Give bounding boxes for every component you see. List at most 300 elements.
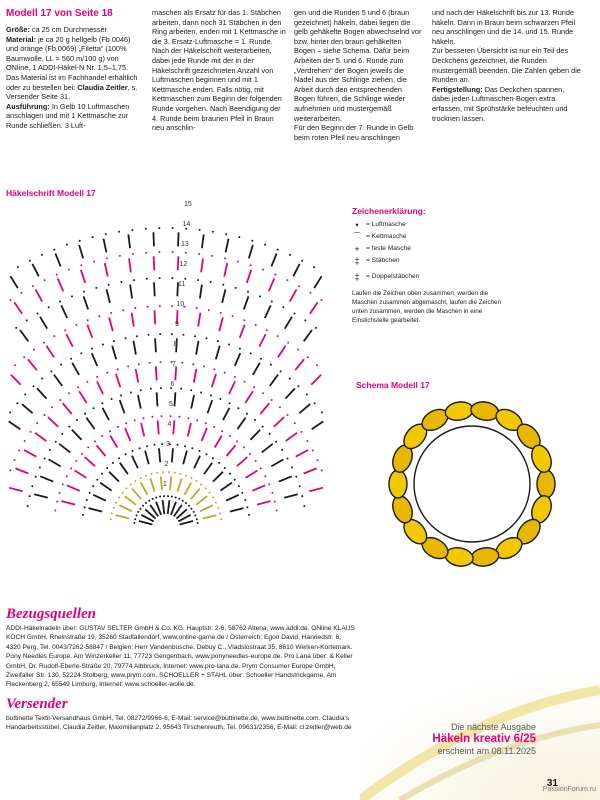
chain-dot: [174, 472, 176, 474]
stitch-mark: [245, 391, 253, 403]
chain-dot: [184, 278, 186, 280]
chain-dot: [269, 433, 271, 435]
chain-dot: [87, 319, 89, 321]
chain-dot: [68, 269, 70, 271]
chain-dot: [172, 251, 174, 253]
stitch-mark: [40, 317, 47, 329]
chain-dot: [111, 398, 113, 400]
stitch-mark: [183, 451, 187, 465]
stitch-mark: [285, 388, 295, 398]
chain-dot: [44, 458, 46, 460]
chain-dot: [171, 333, 173, 335]
stitch-mark: [198, 313, 200, 327]
chain-dot: [172, 227, 174, 229]
stitch-mark: [219, 318, 223, 332]
chain-dot: [158, 227, 160, 229]
chain-dot: [280, 370, 282, 372]
chain-dot: [220, 518, 222, 520]
chain-dot: [136, 335, 138, 337]
chain-dot: [155, 497, 157, 499]
chain-dot: [190, 477, 192, 479]
chain-dot: [94, 440, 96, 442]
chain-icon: •: [355, 220, 359, 230]
chain-dot: [140, 508, 142, 510]
chain-dot: [111, 513, 113, 515]
supplier-paragraph: [6, 73, 144, 102]
chain-dot: [70, 467, 72, 469]
stitch-mark: [129, 259, 131, 273]
chain-dot: [21, 292, 23, 294]
chain-dot: [24, 440, 26, 442]
stitch-mark: [286, 433, 297, 441]
chain-dot: [262, 269, 264, 271]
chain-dot: [95, 287, 97, 289]
chain-dot: [171, 277, 173, 279]
chain-dot: [98, 315, 100, 317]
stitch-mark: [262, 444, 273, 453]
stitch-mark: [274, 417, 284, 427]
chain-dot: [36, 422, 38, 424]
chain-dot: [96, 479, 98, 481]
stitch-mark: [265, 305, 271, 318]
chain-dot: [199, 450, 201, 452]
chain-dot: [194, 515, 196, 517]
stitch-mark: [37, 388, 47, 398]
stitch-mark: [49, 459, 61, 466]
stitch-mark: [58, 279, 64, 292]
stitch-mark: [130, 285, 132, 299]
chain-dot: [149, 362, 151, 364]
stitch-mark: [120, 463, 128, 474]
stitch-mark: [150, 478, 154, 491]
material-label: Material:: [6, 34, 37, 44]
round-label: 10: [176, 301, 185, 308]
chain-dot: [154, 444, 156, 446]
chain-dot: [224, 257, 226, 259]
chain-dot: [75, 324, 77, 326]
chain-dot: [60, 364, 62, 366]
chain-dot: [133, 522, 135, 524]
chain-dot: [80, 352, 82, 354]
stitch-mark: [310, 302, 318, 314]
stitch-mark: [61, 305, 67, 318]
chain-dot: [210, 394, 212, 396]
chain-dot: [181, 362, 183, 364]
supplier-ref: , s. Versender Seite 31.: [6, 82, 138, 102]
finishing-text: Das Deckchen spannen, dabei jeden Luftmaschen-Bogen extra erfassen, mit Sprühstärke befeuchten und trocknen lassen.: [432, 84, 568, 123]
chain-dot: [122, 492, 124, 494]
text-column-2: [152, 8, 286, 133]
chain-dot: [210, 281, 212, 283]
schema-loop: [469, 546, 500, 569]
stitch-mark: [109, 318, 113, 332]
chain-dot: [115, 502, 117, 504]
round-label: 15: [184, 201, 192, 208]
stitch-mark: [134, 341, 136, 355]
stitch-mark: [109, 472, 119, 482]
chain-dot: [135, 480, 137, 482]
chain-dot: [307, 356, 309, 358]
stitch-mark: [311, 375, 321, 385]
chain-dot: [282, 306, 284, 308]
round-label: 8: [173, 341, 178, 348]
chain-dot: [140, 477, 142, 479]
chain-dot: [53, 335, 55, 337]
chain-dot: [180, 473, 182, 475]
chain-dot: [196, 518, 198, 520]
chain-dot: [277, 249, 279, 251]
finishing-label: Fertigstellung:: [432, 84, 483, 94]
chain-dot: [145, 252, 147, 254]
chain-dot: [160, 361, 162, 363]
chain-dot: [206, 337, 208, 339]
chain-dot: [152, 498, 154, 500]
col3-text-1: gen und die Runden 5 und 6 (braun gezeichnet) häkeln, dabei liegen die gelb gehäkelte Bogen abwechselnd vor bzw. hinter den braun gehäkelten Bogen – siehe Schema. Dafür beim Arbeiten der 5. und 6. Runde zum „Verdrehen“ der Bogen jeweils die Nadel aus der Schlinge ziehen, die Arbeit durch den entsprechenden Bogen führen, die Schlinge wieder aufnehmen und mustergemäß weiterarbeiten.: [294, 8, 422, 123]
chain-dot: [101, 435, 103, 437]
stitch-mark: [141, 423, 144, 437]
chain-dot: [89, 492, 91, 494]
stitch-mark: [35, 433, 46, 441]
chain-dot: [29, 495, 31, 497]
stitch-mark: [97, 445, 106, 456]
stitch-mark: [92, 353, 98, 366]
chain-dot: [312, 450, 314, 452]
chain-dot: [68, 392, 70, 394]
chain-dot: [102, 344, 104, 346]
stitch-mark: [158, 420, 159, 434]
chain-dot: [229, 402, 231, 404]
stitch-mark: [110, 436, 117, 448]
stitch-mark: [249, 245, 253, 258]
chain-dot: [14, 364, 16, 366]
chain-dot: [289, 254, 291, 256]
chain-dot: [218, 462, 220, 464]
chain-dot: [87, 446, 89, 448]
stitch-mark: [154, 256, 155, 270]
chain-dot: [229, 473, 231, 475]
chain-dot: [274, 274, 276, 276]
chain-dot: [125, 453, 127, 455]
stitch-mark: [220, 483, 232, 491]
chain-dot: [134, 419, 136, 421]
chain-dot: [198, 253, 200, 255]
stitch-mark: [290, 289, 297, 301]
chain-dot: [142, 505, 144, 507]
legend-note: Laufen die Zeichen oben zusammen, werden die Maschen zusammen abgemascht, laufen die Zeichen unten zusammen, werden die Maschen in eine Einstichstelle gearbeitet.: [352, 290, 502, 324]
chain-dot: [183, 334, 185, 336]
chain-dot: [101, 402, 103, 404]
legend-label-tr: = Doppelstäbchen: [366, 273, 420, 280]
chain-dot: [219, 398, 221, 400]
chain-dot: [125, 422, 127, 424]
stitch-mark: [180, 521, 194, 525]
next-issue-magazine: Häkeln kreativ 6/25: [432, 733, 536, 745]
chain-dot: [215, 502, 217, 504]
legend-label-chain: = Luftmasche: [366, 221, 406, 228]
chain-dot: [255, 324, 257, 326]
chain-dot: [188, 505, 190, 507]
stitch-mark: [11, 375, 21, 385]
stitch-mark: [161, 476, 162, 490]
size-label: Größe:: [6, 25, 30, 34]
chain-dot: [179, 416, 181, 418]
stitch-mark: [202, 234, 204, 248]
chain-dot: [222, 284, 224, 286]
chain-dot: [35, 476, 37, 478]
chain-dot: [224, 372, 226, 374]
chain-dot: [160, 387, 162, 389]
text-column-3: [294, 8, 424, 142]
stitch-mark: [226, 239, 229, 253]
stitch-mark: [67, 485, 80, 491]
stitch-mark: [222, 289, 225, 303]
chain-dot: [213, 426, 215, 428]
stitch-mark: [85, 457, 96, 466]
legend-item-chain: [352, 219, 502, 231]
chain-dot: [317, 459, 319, 461]
chain-dot: [171, 496, 173, 498]
stitch-mark: [120, 400, 125, 413]
chain-dot: [275, 441, 277, 443]
stitch-mark: [284, 494, 298, 498]
chain-dot: [199, 229, 201, 231]
chain-dot: [193, 511, 195, 513]
round-label: 9: [175, 321, 179, 328]
chain-dot: [17, 266, 19, 268]
chain-dot: [162, 471, 164, 473]
col3-text-2: Für den Beginn der 7. Runde in Gelb beim roten Pfeil neu anschlingen: [294, 123, 414, 142]
chain-dot: [134, 307, 136, 309]
stitch-mark: [257, 501, 271, 505]
schema-loop: [537, 470, 555, 498]
chain-dot: [250, 352, 252, 354]
legend-item-tr: [352, 271, 502, 283]
stitch-mark: [203, 515, 217, 518]
stitch-mark: [81, 270, 85, 283]
chain-dot: [246, 506, 248, 508]
chain-dot: [43, 342, 45, 344]
chain-dot: [264, 475, 266, 477]
chain-dot: [59, 301, 61, 303]
stitch-mark: [116, 515, 130, 518]
chain-dot: [61, 433, 63, 435]
pattern-title: Modell 17 von Seite 18: [6, 8, 113, 19]
stitch-mark: [204, 463, 212, 474]
chain-dot: [270, 364, 272, 366]
chain-dot: [298, 285, 300, 287]
chain-dot: [146, 445, 148, 447]
chain-dot: [260, 467, 262, 469]
chain-dot: [239, 348, 241, 350]
chain-dot: [83, 291, 85, 293]
chain-dot: [51, 406, 53, 408]
stitch-mark: [153, 232, 154, 246]
stitch-mark: [163, 500, 165, 514]
next-issue: [432, 722, 536, 756]
round-label: 12: [179, 261, 188, 268]
shippers-text: buttinette Textil-Versandhaus GmbH, Tel. 08272/9966-6, E-Mail: service@buttinette.de, www.buttinette.com. Claudia's Handarbeitsstübel, Claudia Zeitler, Maximilianplatz 2, 95643 Tirschenreuth, Tel. 09631/2356, E-Mail: cl.zeitler@web.de: [6, 714, 352, 732]
chain-dot: [248, 514, 250, 516]
chain-dot: [170, 415, 172, 417]
chain-dot: [127, 365, 129, 367]
round-label: 6: [170, 381, 175, 388]
stitch-mark: [171, 502, 176, 515]
chain-dot: [291, 467, 293, 469]
stitch-mark: [224, 263, 227, 277]
chain-dot: [26, 319, 28, 321]
round-label: 4: [167, 421, 172, 428]
chain-dot: [228, 344, 230, 346]
stitch-mark: [9, 421, 21, 429]
chain-dot: [271, 301, 273, 303]
chain-dot: [279, 406, 281, 408]
stitch-mark: [312, 421, 324, 429]
chain-dot: [295, 476, 297, 478]
schema-loop: [444, 400, 475, 423]
chain-dot: [213, 368, 215, 370]
round-label: 7: [172, 361, 176, 368]
stitch-mark: [178, 256, 179, 270]
stitch-mark: [202, 428, 207, 441]
schema-title: Schema Modell 17: [356, 380, 430, 390]
chain-dot: [91, 348, 93, 350]
chain-dot: [247, 291, 249, 293]
chain-dot: [146, 278, 148, 280]
chain-dot: [229, 435, 231, 437]
chain-dot: [200, 484, 202, 486]
stitch-mark: [194, 456, 200, 469]
chain-dot: [9, 469, 11, 471]
chain-dot: [321, 299, 323, 301]
chain-dot: [96, 376, 98, 378]
stitch-mark: [269, 279, 275, 292]
chain-dot: [262, 426, 264, 428]
chain-dot: [13, 459, 15, 461]
chain-dot: [18, 450, 20, 452]
supplier-note: Das Material ist im Fachhandel erhältlich oder zu bestellen bei:: [6, 72, 138, 92]
round-label: 1: [163, 481, 167, 488]
chain-dot: [271, 492, 273, 494]
chain-dot: [53, 249, 55, 251]
chain-dot: [238, 485, 240, 487]
chain-dot: [105, 233, 107, 235]
chain-dot: [197, 279, 199, 281]
chain-dot: [177, 444, 179, 446]
chain-dot: [191, 447, 193, 449]
material-paragraph: [6, 35, 144, 73]
stitch-mark: [194, 369, 197, 383]
stitch-mark: [304, 468, 317, 473]
chain-dot: [294, 422, 296, 424]
execution-text: In Gelb 10 Luftmaschen anschlagen und mit 1 Kettmasche zur Runde schließen. 3 Luft-: [6, 101, 130, 130]
col2-text: maschen als Ersatz für das 1. Stäbchen arbeiten, dann noch 31 Stäbchen in den Ring arbeiten, enden mit 1 Kettmasche in die 3. Ersatz-Luftmasche = 1. Runde. Nach der Häkelschrift weiterarbeiten, dabei jede Runde mit der in der Häkelschrift gezeichneten Anzahl von Luftmaschen beginnen und mit 1 Kettmasche enden. Falls nötig, mit Kettmaschen zum Beginn der folgenden Runde vorgehen. Nach Beendigung der 4. Runde beim braunen Pfeil in Braun neu anschlin-: [152, 8, 286, 133]
chain-dot: [289, 378, 291, 380]
round-label: 14: [182, 221, 191, 228]
stitch-mark: [15, 468, 28, 473]
chain-dot: [212, 497, 214, 499]
chain-dot: [249, 453, 251, 455]
stitch-mark: [125, 496, 136, 505]
chain-dot: [167, 495, 169, 497]
chain-dot: [212, 231, 214, 233]
stitch-mark: [112, 346, 116, 359]
chain-dot: [220, 312, 222, 314]
chain-dot: [109, 430, 111, 432]
shippers-title: Versender: [6, 695, 68, 712]
stitch-mark: [104, 239, 107, 253]
stitch-mark: [155, 310, 156, 324]
chain-dot: [208, 309, 210, 311]
chain-dot: [106, 372, 108, 374]
schema-loop: [389, 470, 407, 498]
legend-item-dc: [352, 255, 502, 267]
stitch-mark: [271, 254, 276, 267]
stitch-mark: [61, 501, 75, 505]
chain-dot: [178, 498, 180, 500]
legend-item-slip: [352, 231, 502, 243]
chain-dot: [66, 244, 68, 246]
suppliers-section: [6, 606, 356, 733]
chain-dot: [297, 349, 299, 351]
chain-dot: [219, 513, 221, 515]
stitch-mark: [173, 420, 174, 434]
stitch-mark: [170, 476, 171, 490]
chain-dot: [244, 499, 246, 501]
chain-dot: [113, 340, 115, 342]
stitch-mark: [260, 403, 269, 414]
chain-dot: [117, 368, 119, 370]
stitch-mark: [188, 423, 191, 437]
chain-dot: [145, 502, 147, 504]
chain-dot: [84, 506, 86, 508]
stitch-mark: [156, 502, 161, 515]
chain-dot: [86, 499, 88, 501]
stitch-mark: [107, 289, 110, 303]
stitch-mark: [175, 366, 176, 380]
chain-dot: [80, 264, 82, 266]
legend-item-sc: [352, 243, 502, 255]
chain-dot: [139, 447, 141, 449]
stitch-mark: [285, 317, 292, 329]
chain-dot: [185, 252, 187, 254]
stitch-mark: [191, 395, 194, 409]
chain-dot: [59, 492, 61, 494]
stitch-mark: [196, 341, 198, 355]
chain-dot: [125, 337, 127, 339]
stitch-mark: [100, 483, 112, 491]
chain-dot: [110, 518, 112, 520]
chain-dot: [254, 419, 256, 421]
stitch-mark: [157, 392, 158, 406]
chain-dot: [294, 313, 296, 315]
stitch-mark: [125, 428, 130, 441]
chain-dot: [118, 457, 120, 459]
chain-dot: [180, 388, 182, 390]
chain-dot: [9, 299, 11, 301]
chain-dot: [151, 473, 153, 475]
chain-dot: [253, 386, 255, 388]
stitch-mark: [141, 483, 148, 495]
stitch-mark: [296, 450, 308, 457]
text-column-4: [432, 8, 582, 123]
chain-dot: [313, 266, 315, 268]
legend-label-slip: = Kettmasche: [366, 233, 407, 240]
chain-dot: [287, 414, 289, 416]
chain-dot: [274, 501, 276, 503]
chain-dot: [237, 407, 239, 409]
chain-dot: [244, 381, 246, 383]
chain-dot: [159, 496, 161, 498]
